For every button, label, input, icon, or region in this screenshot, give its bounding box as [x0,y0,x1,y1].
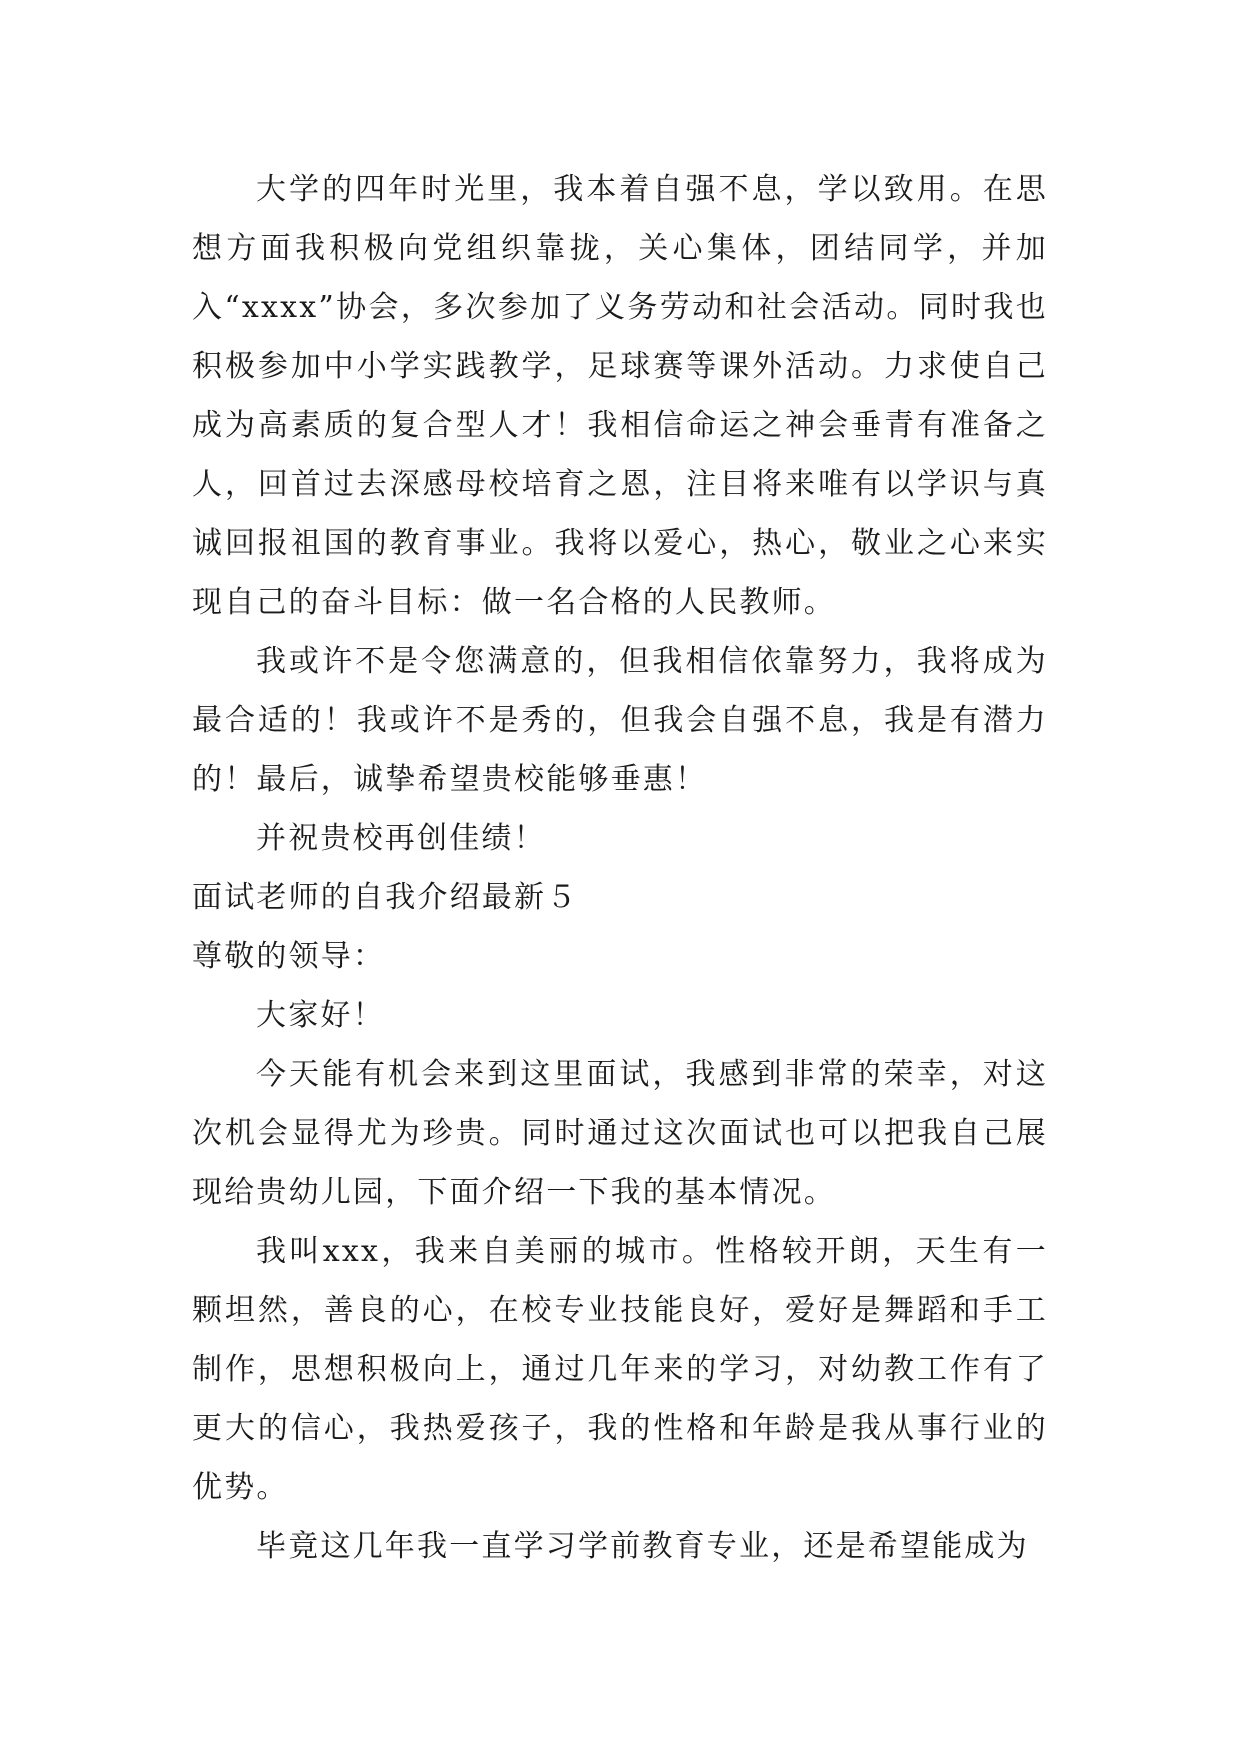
paragraph-major: 毕竟这几年我一直学习学前教育专业，还是希望能成为 [256,1529,1029,1564]
paragraph-introduction: 我叫xxx，我来自美丽的城市。性格较开朗，天生有一颗坦然，善良的心，在校专业技能良好，爱好是舞蹈和手工制作，思想积极向上，通过几年来的学习，对幼教工作有了更大的信心，我热爱孩子，我的性格和年龄是我从事行业的优势。 [192,1234,1048,1505]
paragraph-opportunity: 今天能有机会来到这里面试，我感到非常的荣幸，对这次机会显得尤为珍贵。同时通过这次面试也可以把我自己展现给贵幼儿园，下面介绍一下我的基本情况。 [192,1057,1048,1210]
paragraph-university-years: 大学的四年时光里，我本着自强不息，学以致用。在思想方面我积极向党组织靠拢，关心集体，团结同学，并加入“xxxx”协会，多次参加了义务劳动和社会活动。同时我也积极参加中小学实践教学，足球赛等课外活动。力求使自己成为高素质的复合型人才！我相信命运之神会垂青有准备之人，回首过去深感母校培育之恩，注目将来唯有以学识与真诚回报祖国的教育事业。我将以爱心，热心，敬业之心来实现自己的奋斗目标：做一名合格的人民教师。 [192,172,1048,620]
section-heading: 面试老师的自我介绍最新５ [192,880,579,915]
paragraph-self-assessment: 我或许不是令您满意的，但我相信依靠努力，我将成为最合适的！我或许不是秀的，但我会自强不息，我是有潜力的！最后，诚挚希望贵校能够垂惠！ [192,644,1048,797]
salutation: 尊敬的领导： [192,939,386,974]
greeting: 大家好！ [256,998,385,1033]
document-body [192,160,1048,1576]
paragraph-wishes: 并祝贵校再创佳绩！ [256,821,546,856]
